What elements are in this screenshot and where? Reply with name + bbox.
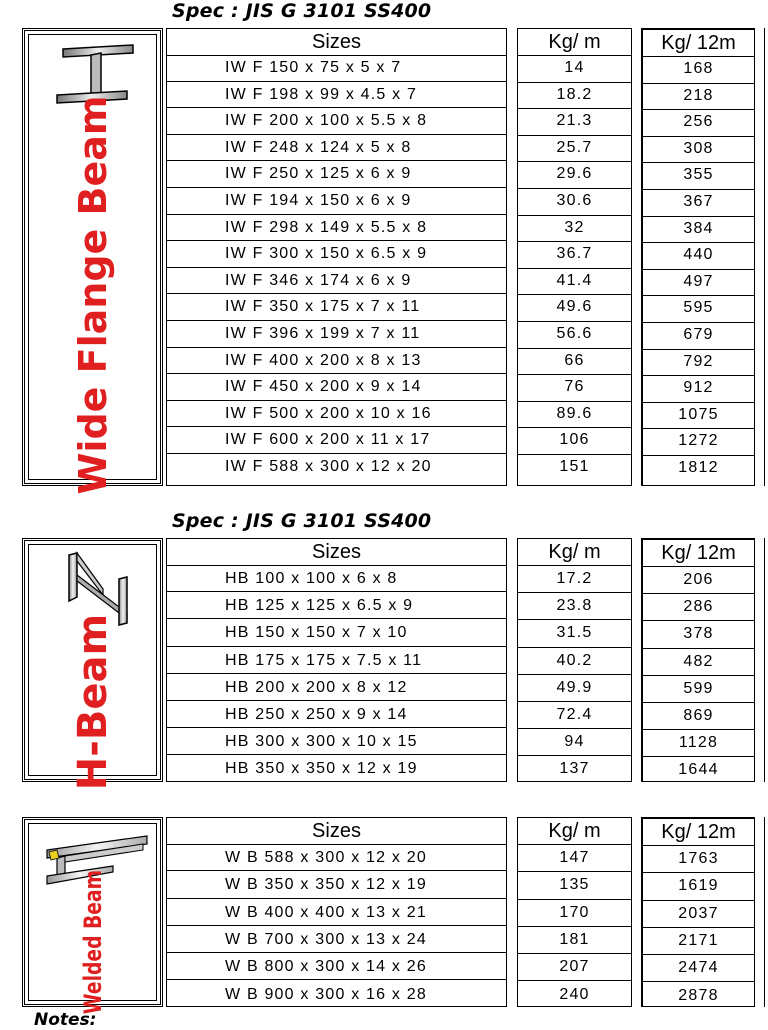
size-cell: IW F 600 x 200 x 11 x 17 bbox=[167, 427, 506, 454]
kgm-cell: 31.5 bbox=[518, 619, 631, 647]
kgm-cell: 181 bbox=[518, 926, 631, 954]
kgm-cell: 21.3 bbox=[518, 108, 631, 136]
kgm-cell: 23.8 bbox=[518, 592, 631, 620]
kg12m-cell: 2474 bbox=[643, 954, 754, 982]
h-beam-kg12m-table bbox=[641, 538, 755, 782]
kgm-cell: 89.6 bbox=[518, 401, 631, 429]
kg12m-cell: 869 bbox=[643, 702, 754, 730]
kg12m-cell: 1644 bbox=[678, 761, 719, 779]
kg12m-cell: 482 bbox=[643, 648, 754, 676]
sizes-header: Sizes bbox=[167, 818, 506, 845]
size-cell: W B 900 x 300 x 16 x 28 bbox=[225, 985, 427, 1003]
kg12m-cell: 218 bbox=[643, 83, 754, 111]
kg12m-cell: 2171 bbox=[643, 927, 754, 955]
kg12m-cell: 497 bbox=[643, 269, 754, 297]
size-cell: IW F 350 x 175 x 7 x 11 bbox=[167, 294, 506, 321]
kgm-header: Kg/ m bbox=[518, 539, 631, 566]
wide-flange-kg12m-table bbox=[641, 28, 755, 486]
kgm-cell: 106 bbox=[518, 427, 631, 455]
kg12m-cell: 679 bbox=[643, 322, 754, 350]
size-cell: HB 125 x 125 x 6.5 x 9 bbox=[167, 592, 506, 619]
sizes-header: Sizes bbox=[167, 539, 506, 566]
kg12m-cell: 1272 bbox=[643, 428, 754, 456]
size-cell: HB 300 x 300 x 10 x 15 bbox=[167, 728, 506, 755]
h-beam-spec: Spec : JIS G 3101 SS400 bbox=[172, 510, 432, 532]
size-cell: IW F 248 x 124 x 5 x 8 bbox=[167, 135, 506, 162]
kgm-cell: 40.2 bbox=[518, 647, 631, 675]
kgm-cell: 25.7 bbox=[518, 135, 631, 163]
size-cell: IW F 346 x 174 x 6 x 9 bbox=[167, 268, 506, 295]
kg12m-cell: 792 bbox=[643, 349, 754, 377]
size-cell: IW F 198 x 99 x 4.5 x 7 bbox=[167, 82, 506, 109]
welded-kgm-table bbox=[517, 817, 632, 1007]
size-cell: IW F 200 x 100 x 5.5 x 8 bbox=[167, 108, 506, 135]
kgm-cell: 14 bbox=[518, 55, 631, 83]
size-cell: IW F 396 x 199 x 7 x 11 bbox=[167, 321, 506, 348]
size-cell: IW F 400 x 200 x 8 x 13 bbox=[167, 348, 506, 375]
kgm-cell: 147 bbox=[518, 844, 631, 872]
size-cell: W B 400 x 400 x 13 x 21 bbox=[167, 899, 506, 926]
kg12m-header: Kg/ 12m bbox=[643, 540, 754, 567]
sizes-header: Sizes bbox=[167, 29, 506, 56]
size-cell: IW F 500 x 200 x 10 x 16 bbox=[167, 401, 506, 428]
kg12m-cell: 2037 bbox=[643, 900, 754, 928]
h-beam-logo bbox=[22, 538, 163, 791]
size-cell: IW F 150 x 75 x 5 x 7 bbox=[167, 55, 506, 82]
welded-logo bbox=[22, 817, 163, 1015]
kg12m-cell: 256 bbox=[643, 109, 754, 137]
kg12m-cell: 1075 bbox=[643, 402, 754, 430]
kgm-cell: 36.7 bbox=[518, 241, 631, 269]
h-beam-kgm-table bbox=[517, 538, 632, 782]
kg12m-cell: 168 bbox=[643, 56, 754, 84]
kgm-cell: 94 bbox=[518, 728, 631, 756]
kgm-cell: 151 bbox=[559, 458, 590, 475]
welded-label: Welded Beam bbox=[78, 869, 107, 1015]
kgm-cell: 76 bbox=[518, 374, 631, 402]
size-cell: W B 588 x 300 x 12 x 20 bbox=[167, 844, 506, 871]
h-beam-sizes-table bbox=[166, 538, 507, 782]
kg12m-cell: 440 bbox=[643, 242, 754, 270]
wide-flange-label: Wide Flange Beam bbox=[70, 95, 115, 495]
kg12m-cell: 286 bbox=[643, 593, 754, 621]
size-cell: HB 150 x 150 x 7 x 10 bbox=[167, 619, 506, 646]
kg12m-cell: 308 bbox=[643, 136, 754, 164]
kg12m-cell: 912 bbox=[643, 375, 754, 403]
wide-flange-spec: Spec : JIS G 3101 SS400 bbox=[172, 0, 432, 22]
size-cell: HB 200 x 200 x 8 x 12 bbox=[167, 674, 506, 701]
notes-heading: Notes: bbox=[34, 1010, 97, 1030]
size-cell: IW F 588 x 300 x 12 x 20 bbox=[225, 458, 432, 475]
kgm-cell: 29.6 bbox=[518, 161, 631, 189]
kg12m-cell: 1812 bbox=[678, 459, 719, 476]
size-cell: W B 800 x 300 x 14 x 26 bbox=[167, 953, 506, 980]
kgm-cell: 49.6 bbox=[518, 294, 631, 322]
kg12m-cell: 1763 bbox=[643, 845, 754, 873]
kgm-cell: 18.2 bbox=[518, 82, 631, 110]
size-cell: IW F 194 x 150 x 6 x 9 bbox=[167, 188, 506, 215]
welded-kg12m-table bbox=[641, 817, 755, 1007]
kg12m-header: Kg/ 12m bbox=[643, 30, 754, 57]
kgm-cell: 137 bbox=[559, 760, 590, 778]
wide-flange-sizes-table bbox=[166, 28, 507, 486]
kgm-cell: 30.6 bbox=[518, 188, 631, 216]
kg12m-cell: 378 bbox=[643, 620, 754, 648]
kg12m-cell: 384 bbox=[643, 216, 754, 244]
kgm-cell: 135 bbox=[518, 871, 631, 899]
kgm-header: Kg/ m bbox=[518, 29, 631, 56]
size-cell: HB 175 x 175 x 7.5 x 11 bbox=[167, 647, 506, 674]
kgm-header: Kg/ m bbox=[518, 818, 631, 845]
size-cell: IW F 250 x 125 x 6 x 9 bbox=[167, 161, 506, 188]
kg12m-cell: 1619 bbox=[643, 872, 754, 900]
size-cell: HB 100 x 100 x 6 x 8 bbox=[167, 565, 506, 592]
kgm-cell: 207 bbox=[518, 953, 631, 981]
wide-flange-logo bbox=[22, 28, 163, 495]
kgm-cell: 56.6 bbox=[518, 321, 631, 349]
size-cell: HB 250 x 250 x 9 x 14 bbox=[167, 701, 506, 728]
kgm-cell: 32 bbox=[518, 215, 631, 243]
h-beam-label: H-Beam bbox=[69, 613, 116, 791]
kgm-cell: 41.4 bbox=[518, 268, 631, 296]
kgm-cell: 66 bbox=[518, 348, 631, 376]
kg12m-cell: 367 bbox=[643, 189, 754, 217]
welded-sizes-table bbox=[166, 817, 507, 1007]
kgm-cell: 72.4 bbox=[518, 701, 631, 729]
kg12m-cell: 595 bbox=[643, 295, 754, 323]
kg12m-cell: 1128 bbox=[643, 729, 754, 757]
kg12m-cell: 2878 bbox=[678, 986, 719, 1004]
size-cell: IW F 300 x 150 x 6.5 x 9 bbox=[167, 241, 506, 268]
kgm-cell: 17.2 bbox=[518, 565, 631, 593]
kg12m-cell: 355 bbox=[643, 162, 754, 190]
size-cell: IW F 450 x 200 x 9 x 14 bbox=[167, 374, 506, 401]
size-cell: W B 350 x 350 x 12 x 19 bbox=[167, 871, 506, 898]
kg12m-cell: 599 bbox=[643, 675, 754, 703]
kgm-cell: 240 bbox=[559, 985, 590, 1003]
kg12m-cell: 206 bbox=[643, 566, 754, 594]
wide-flange-kgm-table bbox=[517, 28, 632, 486]
kgm-cell: 49.9 bbox=[518, 674, 631, 702]
size-cell: HB 350 x 350 x 12 x 19 bbox=[225, 760, 418, 778]
size-cell: IW F 298 x 149 x 5.5 x 8 bbox=[167, 215, 506, 242]
kgm-cell: 170 bbox=[518, 899, 631, 927]
kg12m-header: Kg/ 12m bbox=[643, 819, 754, 846]
size-cell: W B 700 x 300 x 13 x 24 bbox=[167, 926, 506, 953]
